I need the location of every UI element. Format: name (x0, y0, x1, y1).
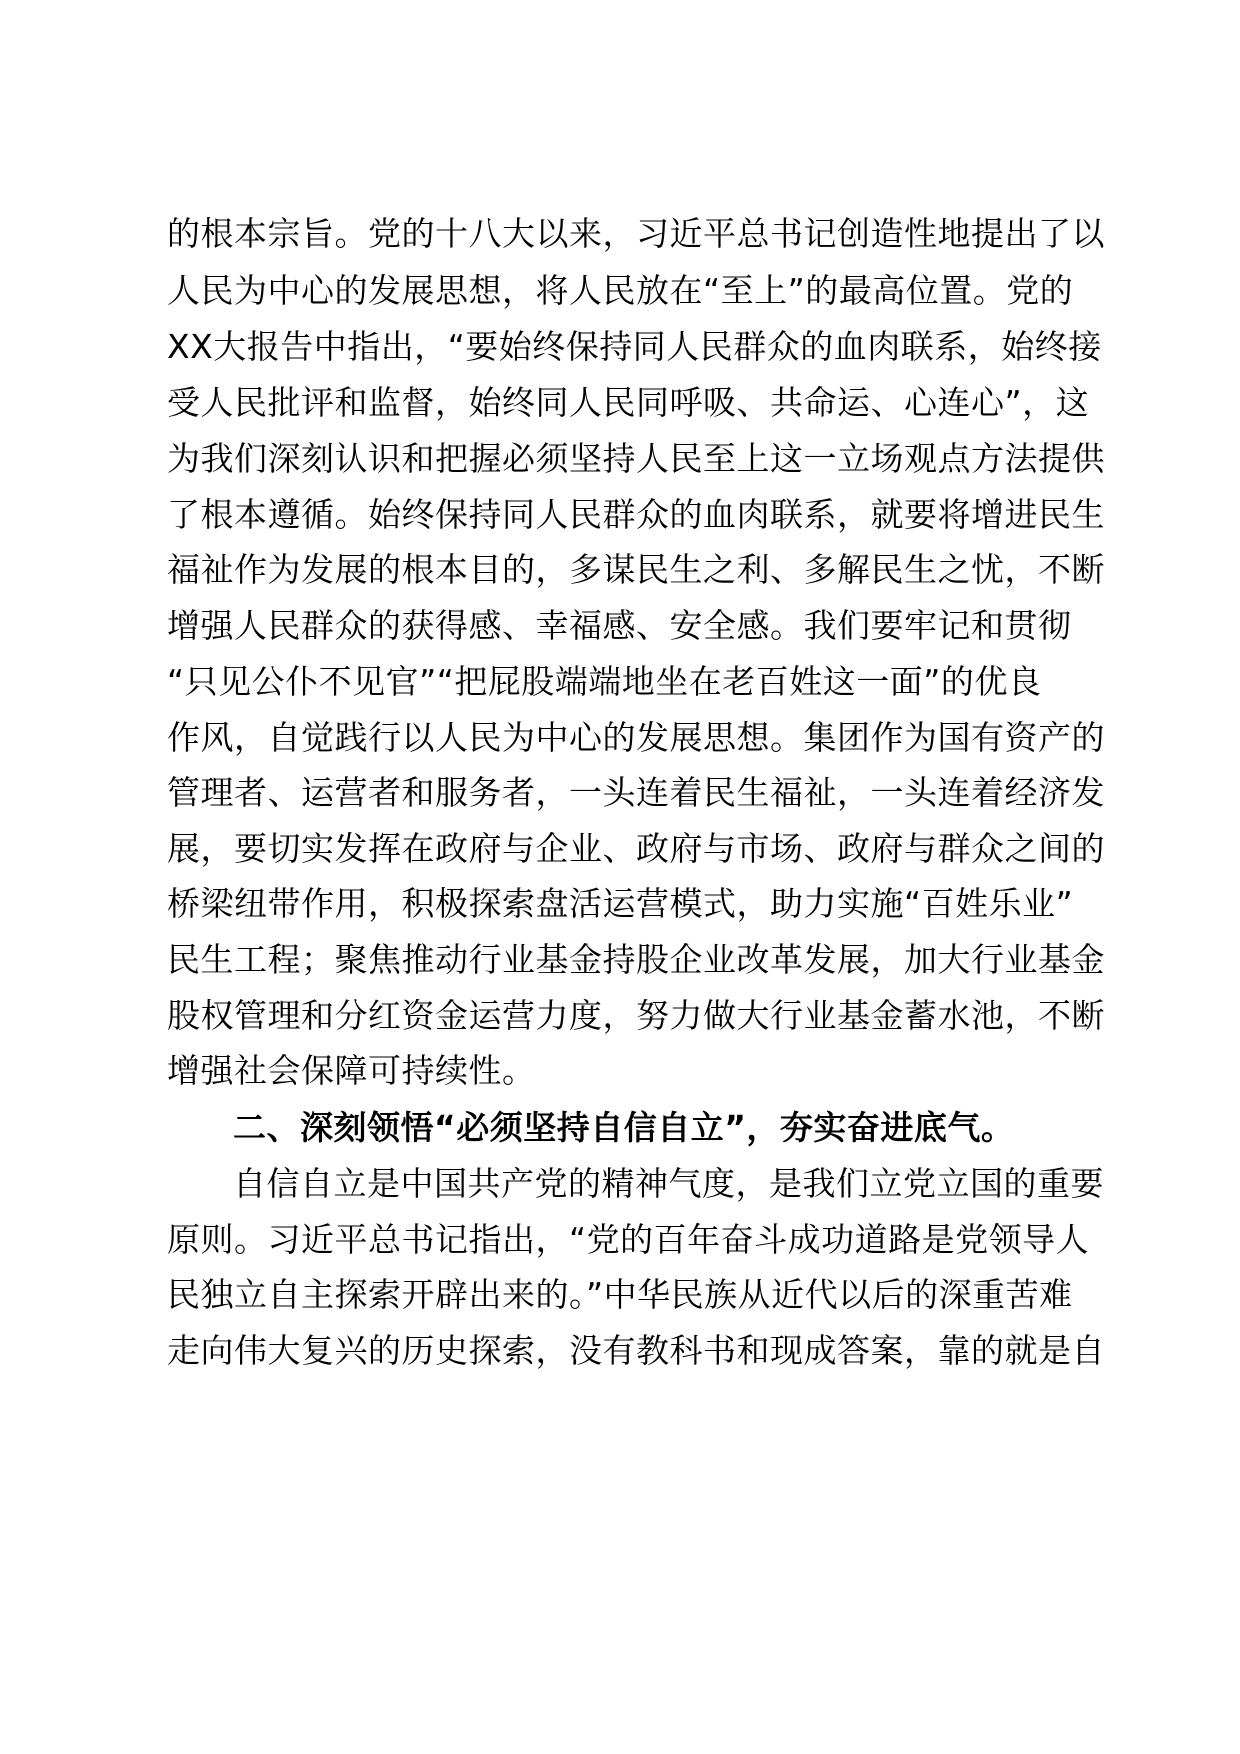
body-text-line: 民独立自主探索开辟出来的。”中华民族从近代以后的深重苦难 (167, 1275, 1073, 1314)
body-text-line: 的根本宗旨。党的十八大以来，习近平总书记创造性地提出了以 (167, 214, 1105, 253)
body-text-line: 为我们深刻认识和把握必须坚持人民至上这一立场观点方法提供 (167, 439, 1105, 478)
body-text-line: 人民为中心的发展思想，将人民放在“至上”的最高位置。党的 (167, 271, 1074, 310)
section-heading: 二、深刻领悟“必须坚持自信自立”，夯实奋进底气。 (233, 1108, 1015, 1147)
body-text-line: 桥梁纽带作用，积极探索盘活运营模式，助力实施“百姓乐业” (167, 884, 1074, 923)
body-text-line: 增强人民群众的获得感、幸福感、安全感。我们要牢记和贯彻 (167, 606, 1072, 645)
body-text-line: 原则。习近平总书记指出，“党的百年奋斗成功道路是党领导人 (167, 1220, 1090, 1259)
body-text-line: 展，要切实发挥在政府与企业、政府与市场、政府与群众之间的 (167, 829, 1105, 868)
body-text-line: 受人民批评和监督，始终同人民同呼吸、共命运、心连心”，这 (167, 383, 1090, 422)
body-text-line: XX大报告中指出，“要始终保持同人民群众的血肉联系，始终接 (167, 327, 1102, 366)
body-text-line: 民生工程；聚焦推动行业基金持股企业改革发展，加大行业基金 (167, 940, 1105, 979)
body-text-line: 增强社会保障可持续性。 (167, 1051, 536, 1090)
body-text-line: 福祉作为发展的根本目的，多谋民生之利、多解民生之忧，不断 (167, 550, 1105, 589)
body-text-line: 股权管理和分红资金运营力度，努力做大行业基金蓄水池，不断 (167, 996, 1105, 1035)
body-text-line: 作风，自觉践行以人民为中心的发展思想。集团作为国有资产的 (167, 718, 1105, 757)
body-text-line: 了根本遵循。始终保持同人民群众的血肉联系，就要将增进民生 (167, 495, 1105, 534)
body-text-line: 管理者、运营者和服务者，一头连着民生福祉，一头连着经济发 (167, 773, 1105, 812)
body-text-line: “只见公仆不见官”“把屁股端端地坐在老百姓这一面”的优良 (167, 662, 1042, 701)
body-text-line: 走向伟大复兴的历史探索，没有教科书和现成答案，靠的就是自 (167, 1331, 1105, 1370)
body-text-line: 自信自立是中国共产党的精神气度，是我们立党立国的重要 (233, 1164, 1104, 1203)
